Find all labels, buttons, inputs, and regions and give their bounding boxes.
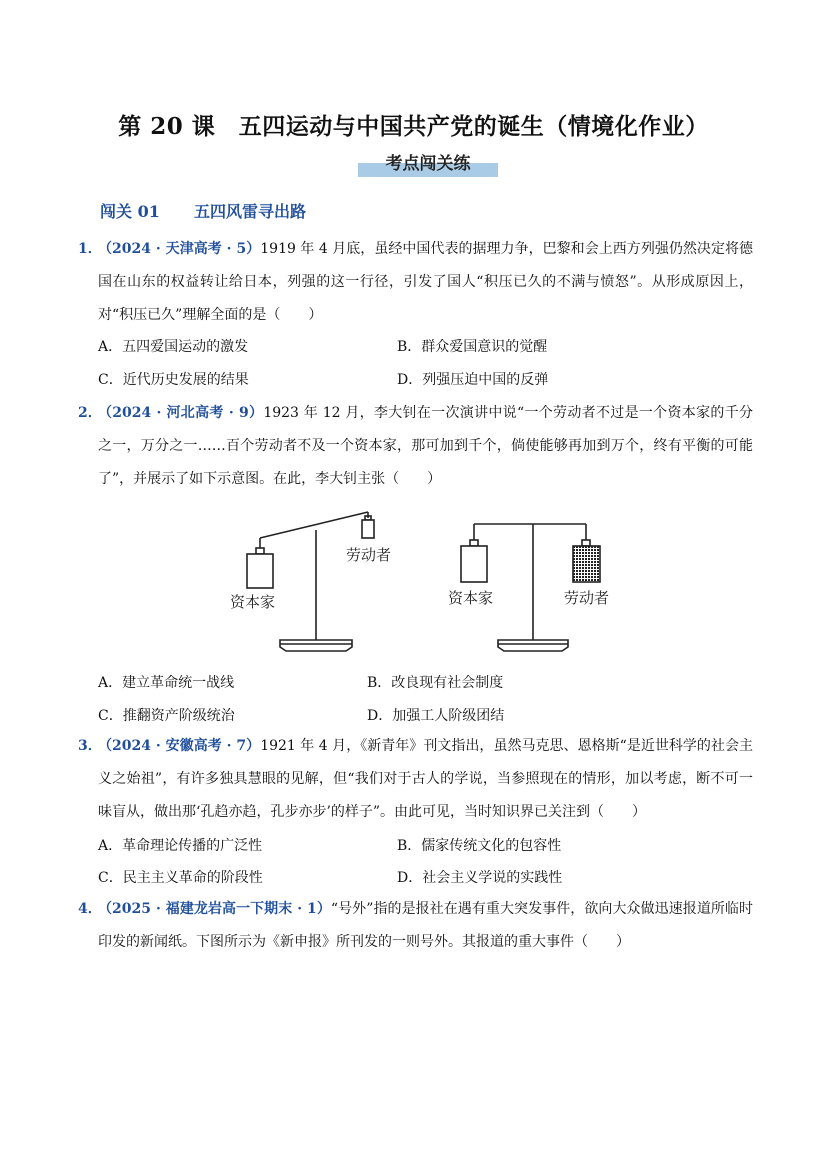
question-source: （2024 · 安徽高考 · 7） <box>98 738 261 754</box>
question-stem: “号外”指的是报社在遇有重大突发事件，欲向大众做迅速报道所临时印发的新闻纸。下图所示为《新申报》所刊发的一则号外。其报道的重大事件（ ） <box>98 901 753 950</box>
option-c: C．近代历史发展的结果 <box>98 372 249 388</box>
option-a: A．五四爱国运动的激发 <box>98 339 249 355</box>
left-capitalist-label: 资本家 <box>230 593 276 611</box>
question-number: 1． <box>78 241 102 257</box>
question-number: 3． <box>78 738 102 754</box>
question-number: 2． <box>78 405 102 421</box>
question-source: （2024 · 天津高考 · 5） <box>98 241 261 257</box>
question-3 <box>78 730 754 829</box>
option-a: A．建立革命统一战线 <box>98 675 235 691</box>
option-c: C．推翻资产阶级统治 <box>98 708 235 724</box>
question-source: （2025 · 福建龙岩高一下期末 · 1） <box>98 901 331 917</box>
question-stem: 1923 年 12 月，李大钊在一次演讲中说“一个劳动者不过是一个资本家的千分之一，万分之一……百个劳动者不及一个资本家，那可加到千个，倘使能够再加到万个，终有平衡的可能了”，并展示了如下示意图。在此，李大钊主张（ ） <box>98 405 754 487</box>
section-number: 闯关 01 <box>100 202 160 221</box>
section-name: 五四风雷寻出路 <box>194 202 307 221</box>
page-title: 第 20 课 五四运动与中国共产党的诞生（情境化作业） <box>118 113 709 140</box>
question-stem: 1919 年 4 月底，虽经中国代表的据理力争，巴黎和会上西方列强仍然决定将德国在山东的权益转让给日本，列强的这一行径，引发了国人“积压已久的不满与愤怒”。从形成原因上，对“积压已久”理解全面的是（ ） <box>98 241 754 323</box>
question-stem: 1921 年 4 月，《新青年》刊文指出，虽然马克思、恩格斯“是近世科学的社会主义之始祖”，有许多独具慧眼的见解，但“我们对于古人的学说，当参照现在的情形，加以考虑，断不可一味盲从，做出那‘孔趋亦趋，孔步亦步’的样子”。由此可见，当时知识界已关注到（ ） <box>98 738 754 820</box>
option-b: B．群众爱国意识的觉醒 <box>397 339 548 355</box>
option-b: B．改良现有社会制度 <box>367 675 504 691</box>
option-a: A．革命理论传播的广泛性 <box>98 838 263 854</box>
option-d: D．社会主义学说的实践性 <box>397 870 563 886</box>
question-1 <box>78 233 754 332</box>
right-worker-label: 劳动者 <box>564 589 610 607</box>
badge-label: 考点闯关练 <box>385 154 471 174</box>
left-worker-label: 劳动者 <box>346 546 392 564</box>
question-2 <box>78 397 754 496</box>
section-heading <box>100 199 306 222</box>
right-scale <box>461 524 600 651</box>
question-source: （2024 · 河北高考 · 9） <box>98 405 264 421</box>
option-c: C．民主主义革命的阶段性 <box>98 870 263 886</box>
left-scale <box>247 512 374 651</box>
balance-scale-figure <box>228 504 628 656</box>
option-d: D．列强压迫中国的反弹 <box>397 372 549 388</box>
option-b: B．儒家传统文化的包容性 <box>397 838 562 854</box>
right-capitalist-label: 资本家 <box>448 589 494 607</box>
section-badge <box>358 149 498 179</box>
question-4 <box>78 893 753 959</box>
workers-stack-icon <box>573 546 600 582</box>
option-d: D．加强工人阶级团结 <box>367 708 505 724</box>
balance-scale-diagram <box>228 504 628 656</box>
question-number: 4． <box>78 901 102 917</box>
